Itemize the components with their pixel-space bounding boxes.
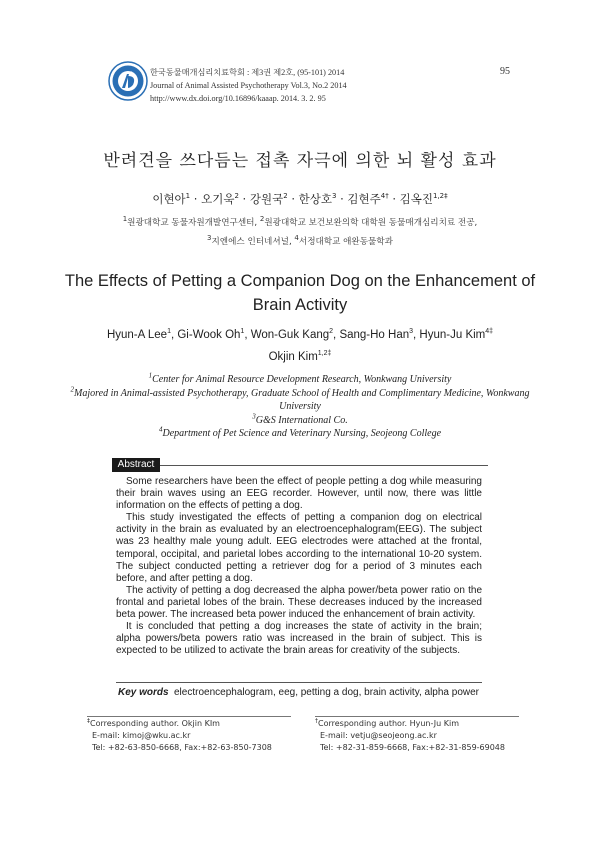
doi-link[interactable]: http://www.dx.doi.org/10.16896/kaaap. 2014. 3. 2. 95 [150, 94, 326, 103]
affiliation-ko: 서정대학교 애완동물학과 [298, 237, 393, 247]
affiliation-ko-line2 [0, 235, 600, 247]
abstract-divider [160, 465, 488, 466]
journal-name-en: Journal of Animal Assisted Psychotherapy Vol.3, No.2 2014 [150, 81, 347, 90]
keywords-divider [116, 682, 482, 683]
author-ko: 오기욱 [201, 192, 235, 206]
footnote-mark: ‡ [87, 717, 90, 725]
abstract-body [116, 476, 482, 657]
author-sup: 1 [240, 328, 245, 336]
author-ko: 김현주 [347, 192, 381, 206]
author-separator: · [388, 192, 400, 206]
author-sup: 2 [329, 328, 334, 336]
affil-sup: 2 [70, 385, 75, 394]
footnote-divider-left [87, 716, 291, 717]
author-sup: 1,2‡ [433, 192, 448, 201]
affil-sup: 1 [148, 371, 153, 380]
affil-sup: 3 [252, 412, 256, 421]
abstract-label: Abstract [112, 458, 160, 472]
affiliation-text: G&S International Co. [255, 414, 348, 426]
abstract-paragraph: Some researchers have been the effect of people petting a dog while measuring their brain waves using an EEG recorder. However, until now, there was little information on the effects of petting a dog. [116, 476, 482, 512]
footnote-mark: † [315, 717, 318, 725]
footnote-line [87, 718, 272, 730]
corresponding-author: Corresponding author. Hyun-Ju Kim [318, 719, 460, 728]
abstract-paragraph: This study investigated the effects of petting a companion dog on electrical activity in the brain as evaluated by an electroencephalogram(EEG). The subject was 23 healthy male young adult. EEG electrodes were attached at the frontal, temporal, occipital, and parietal lobes according to the international 10-20 system. The subject conducted petting a retriever dog for a period of 3 minutes each before, and after petting a dog. [116, 512, 482, 584]
affil-sup: 1 [122, 215, 128, 224]
keywords-label: Key words [118, 687, 169, 698]
abstract-paragraph: The activity of petting a dog decreased the alpha power/beta power ratio on the frontal and parietal lobes of the brain. These decreases induced by the increased beta power. The increased beta power induced the enhancement of brain activity. [116, 584, 482, 621]
author-separator: · [336, 192, 348, 206]
footnote-phone: Tel: +82-63-850-6668, Fax:+82-63-850-7308 [92, 743, 272, 753]
author-sup: 1,2‡ [317, 350, 332, 358]
footnote-divider-right [315, 716, 519, 717]
author-sup: 1 [167, 328, 171, 336]
affiliation-ko: 원광대학교 동물자원개발연구센터, [127, 218, 260, 228]
society-emblem-icon [108, 61, 148, 101]
footnote-line [315, 718, 505, 730]
footnote-email[interactable]: E-mail: vetju@seojeong.ac.kr [320, 731, 437, 741]
keywords-text: electroencephalogram, eeg, petting a dog, brain activity, alpha power [174, 687, 480, 698]
affiliation-en [60, 387, 540, 414]
affiliation-text: Department of Pet Science and Veterinary Nursing, Seojeong College [162, 428, 442, 439]
author-sup: 2 [234, 192, 239, 201]
page-number: 95 [500, 66, 510, 77]
affiliations-english [60, 373, 540, 441]
abstract-paragraph: It is concluded that petting a dog increases the state of activity in the brain; alpha powers/beta powers ratio was increased in the brain of subject. This is expected to be utilized to activate the brain areas for creativity of the subjects. [116, 621, 482, 657]
authors-english: Hyun-A Lee$^1$, Gi-Wook Oh$^1$, Won-Guk Kang$^2$, Sang-Ho Han$^3$, Hyun-Ju Kim$^{4\ddagger}$ Okjin Kim$^{1,2\ddagger}$ [106, 328, 494, 363]
journal-name-ko: 한국동물매개심리치료학회 : 제3권 제2호, (95-101) 2014 [150, 68, 345, 77]
affil-sup: 4 [294, 234, 299, 243]
affiliation-en [60, 427, 540, 441]
author-separator: · [238, 192, 250, 206]
affiliation-ko: 지엔에스 인터네셔널, [211, 237, 295, 247]
corresponding-author: Corresponding author. Okjin KIm [90, 719, 220, 728]
footnote-phone: Tel: +82-31-859-6668, Fax:+82-31-859-69048 [320, 743, 505, 753]
author-sup: 4‡ [485, 328, 494, 336]
footnote-email[interactable]: E-mail: kimoj@wku.ac.kr [92, 731, 191, 741]
author-separator: · [190, 192, 202, 206]
affiliation-en [60, 414, 540, 428]
affil-sup: 3 [207, 234, 212, 243]
author-en: Hyun-A Lee [106, 329, 168, 341]
footnote-left [87, 718, 272, 755]
footnote-right [315, 718, 505, 755]
affiliation-en [60, 373, 540, 387]
affiliation-ko: 원광대학교 보건보완의학 대학원 동물매개심리치료 전공, [264, 218, 478, 228]
affiliation-text: Center for Animal Resource Development Research, Wonkwang University [152, 374, 452, 385]
title-korean: 반려견을 쓰다듬는 접촉 자극에 의한 뇌 활성 효과 [103, 151, 497, 171]
journal-header [150, 66, 347, 105]
author-sup: 3 [331, 192, 337, 201]
author-sup: 4† [380, 192, 389, 201]
affiliation-ko-line1 [0, 216, 600, 228]
author-separator: · [287, 192, 299, 206]
author-en: Okjin Kim [268, 351, 318, 363]
affiliation-text: Majored in Animal-assisted Psychotherapy, Graduate School of Health and Complimentary Medicine, Wonkwang University [74, 387, 530, 412]
author-ko: 한상호 [298, 192, 332, 206]
author-ko: 김옥진 [399, 192, 433, 206]
author-ko: 이현아 [152, 192, 186, 206]
title-english: The Effects of Petting a Companion Dog on the Enhancement of Brain Activity [64, 272, 536, 314]
author-sup: 1 [185, 192, 191, 201]
authors-korean [0, 191, 600, 207]
author-ko: 강원국 [249, 192, 284, 206]
author-en: Gi-Wook Oh [177, 329, 241, 341]
author-en: Won-Guk Kang [250, 329, 330, 341]
affil-sup: 2 [259, 215, 265, 224]
author-en: Hyun-Ju Kim [419, 329, 486, 341]
author-sup: 3 [409, 328, 414, 336]
author-sup: 2 [283, 192, 288, 201]
affil-sup: 4 [158, 425, 163, 434]
author-en: Sang-Ho Han [339, 329, 410, 341]
